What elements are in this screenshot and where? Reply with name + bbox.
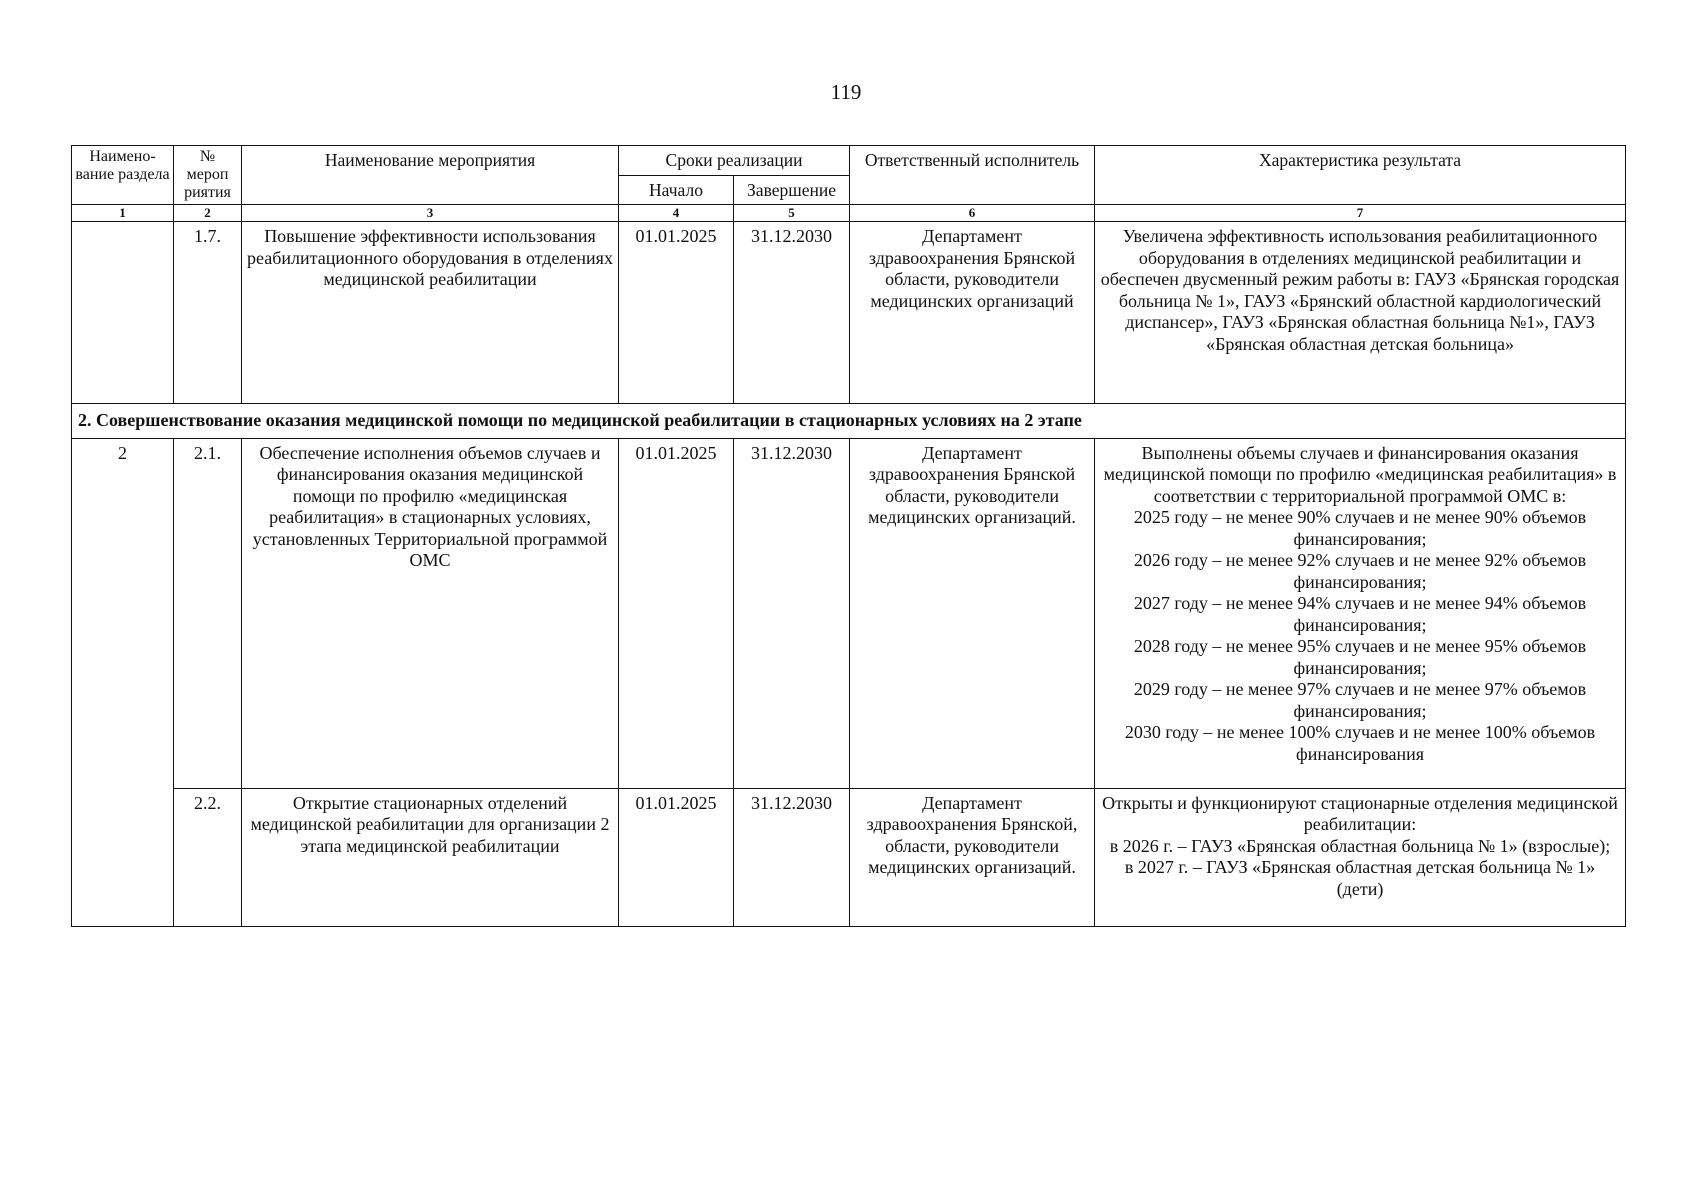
cell-start-date: 01.01.2025: [619, 438, 734, 788]
cell-activity-name: Открытие стационарных отделений медицинской реабилитации для организации 2 этапа медицинской реабилитации: [242, 788, 619, 926]
result-line: 2030 году – не менее 100% случаев и не менее 100% объемов финансирования: [1124, 722, 1596, 764]
table-row: [72, 438, 1626, 788]
header-terms: Сроки реализации: [619, 146, 850, 176]
result-line: 2026 году – не менее 92% случаев и не менее 92% объемов финансирования;: [1133, 550, 1587, 592]
cell-result: Увеличена эффективность использования реабилитационного оборудования в отделениях медицинской реабилитации и обеспечен двусменный режим работы в: ГАУЗ «Брянская городская больница № 1», ГАУЗ «Брянский областной кардиологический диспансер», ГАУЗ «Брянская областная больница №1», ГАУЗ «Брянская областная детская больница»: [1095, 222, 1626, 404]
header-end: Завершение: [734, 175, 850, 205]
result-line: 2028 году – не менее 95% случаев и не менее 95% объемов финансирования;: [1133, 636, 1587, 678]
cell-activity-name: Повышение эффективности использования реабилитационного оборудования в отделениях медицинской реабилитации: [242, 222, 619, 404]
cell-section: [72, 222, 174, 404]
cell-executor: Департамент здравоохранения Брянской области, руководители медицинских организаций: [850, 222, 1095, 404]
cell-executor: Департамент здравоохранения Брянской, области, руководители медицинских организаций.: [850, 788, 1095, 926]
cell-start-date: 01.01.2025: [619, 788, 734, 926]
table-header-row: [72, 146, 1626, 176]
header-activity-number: № мероп риятия: [174, 146, 242, 205]
result-line: в 2026 г. – ГАУЗ «Брянская областная больница № 1» (взрослые);: [1109, 835, 1611, 856]
cell-number: 2.2.: [174, 788, 242, 926]
column-index: 7: [1095, 205, 1626, 222]
header-result: Характеристика результата: [1095, 146, 1626, 205]
table-row: [72, 788, 1626, 926]
cell-end-date: 31.12.2030: [734, 788, 850, 926]
column-index: 5: [734, 205, 850, 222]
column-index: 1: [72, 205, 174, 222]
header-section-name: Наимено-вание раздела: [72, 146, 174, 205]
page-number: 119: [830, 80, 862, 104]
result-line: 2029 году – не менее 97% случаев и не менее 97% объемов финансирования;: [1133, 679, 1587, 721]
result-line: в 2027 г. – ГАУЗ «Брянская областная детская больница № 1» (дети): [1124, 857, 1596, 899]
header-start: Начало: [619, 175, 734, 205]
header-activity-name: Наименование мероприятия: [242, 146, 619, 205]
column-index: 2: [174, 205, 242, 222]
cell-end-date: 31.12.2030: [734, 222, 850, 404]
cell-end-date: 31.12.2030: [734, 438, 850, 788]
cell-activity-name: Обеспечение исполнения объемов случаев и финансирования оказания медицинской помощи по профилю «медицинская реабилитация» в стационарных условиях, установленных Территориальной программой ОМС: [242, 438, 619, 788]
activity-plan-table: [71, 145, 1626, 927]
cell-section: 2: [72, 438, 174, 926]
cell-executor: Департамент здравоохранения Брянской области, руководители медицинских организаций.: [850, 438, 1095, 788]
section-title: 2. Совершенствование оказания медицинской помощи по медицинской реабилитации в стационарных условиях на 2 этапе: [72, 404, 1626, 439]
column-index: 6: [850, 205, 1095, 222]
cell-number: 2.1.: [174, 438, 242, 788]
column-index-row: [72, 205, 1626, 222]
section-heading-row: [72, 404, 1626, 439]
cell-result: [1095, 788, 1626, 926]
result-line: Открыты и функционируют стационарные отделения медицинской реабилитации:: [1102, 792, 1618, 834]
column-index: 4: [619, 205, 734, 222]
result-line: Выполнены объемы случаев и финансирования оказания медицинской помощи по профилю «медицинская реабилитация» в соответствии с территориальной программой ОМС в:: [1103, 442, 1617, 506]
table-row: [72, 222, 1626, 404]
column-index: 3: [242, 205, 619, 222]
cell-number: 1.7.: [174, 222, 242, 404]
cell-result: [1095, 438, 1626, 788]
cell-start-date: 01.01.2025: [619, 222, 734, 404]
result-line: 2025 году – не менее 90% случаев и не менее 90% объемов финансирования;: [1133, 507, 1587, 549]
header-executor: Ответственный исполнитель: [850, 146, 1095, 205]
result-line: 2027 году – не менее 94% случаев и не менее 94% объемов финансирования;: [1133, 593, 1587, 635]
